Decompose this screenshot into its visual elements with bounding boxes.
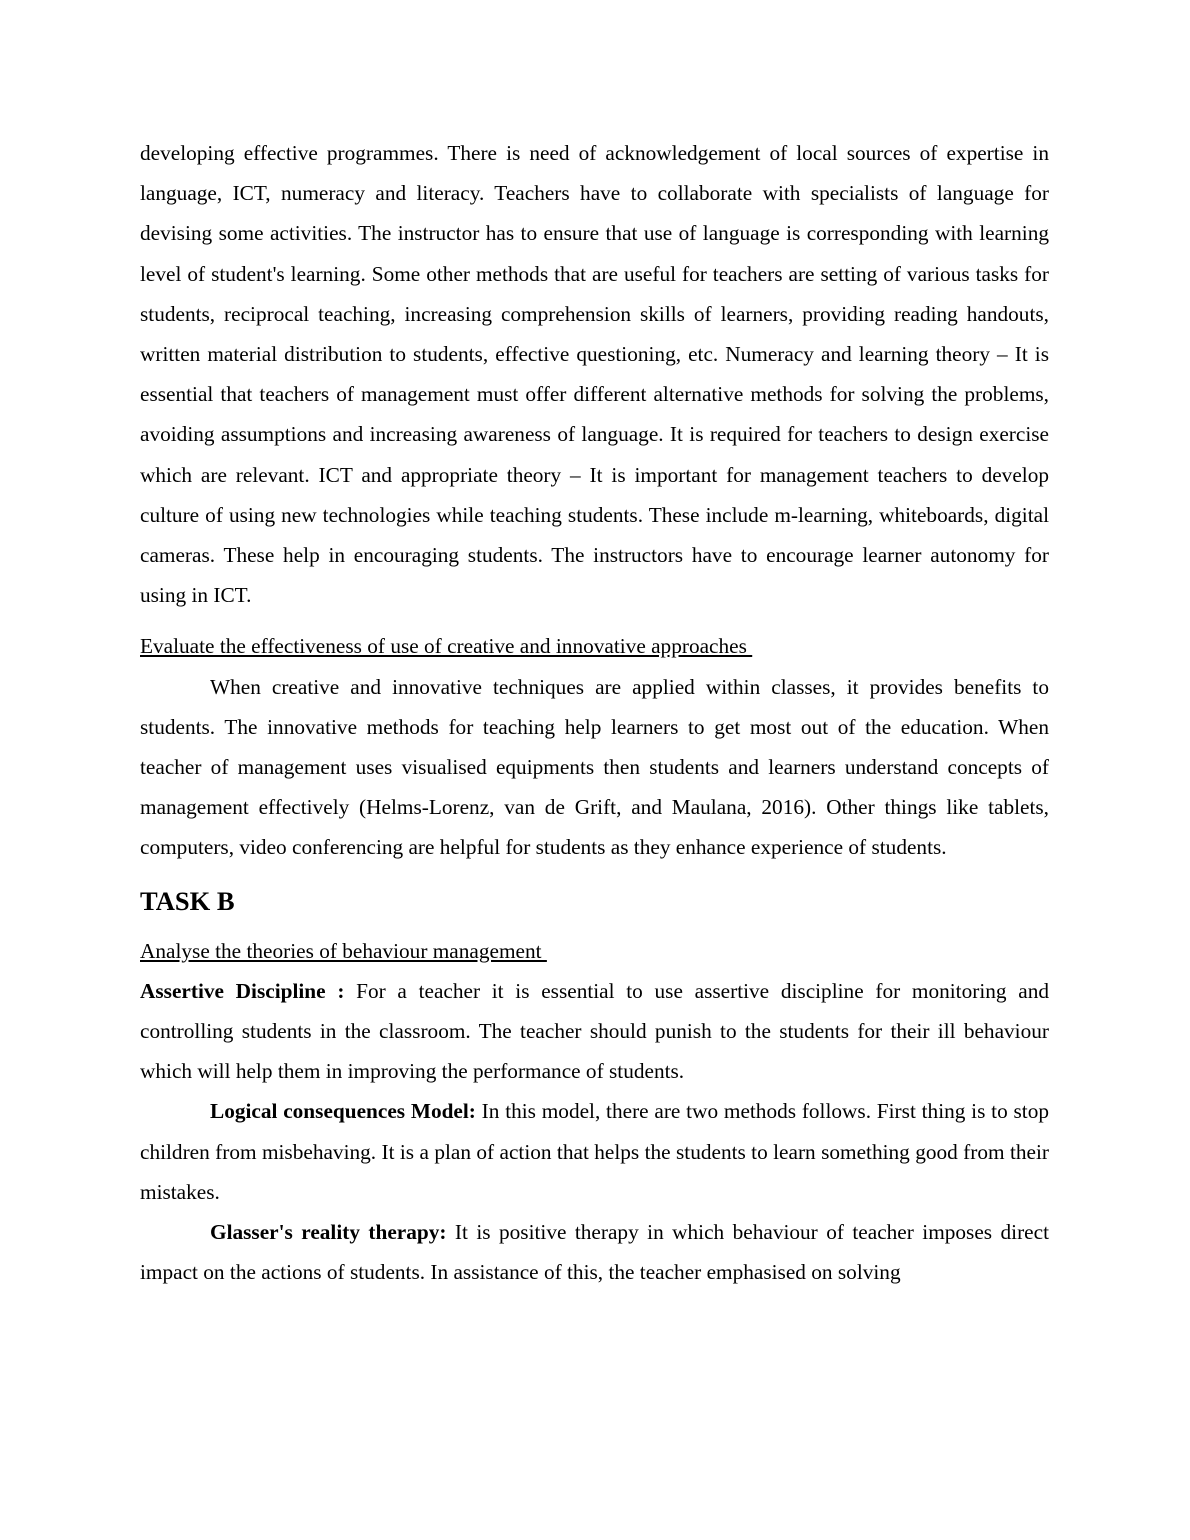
glasser-label: Glasser's reality therapy: [210, 1220, 447, 1245]
glasser-text: It is positive therapy in which behaviour of teacher imposes direct impact on the actions of students. In assistance of this, the teacher emphasised on solving [140, 1220, 1049, 1285]
logical-consequences-label: Logical consequences Model: [210, 1099, 476, 1124]
glasser-paragraph [140, 1212, 1049, 1292]
task-b-title: TASK B [140, 885, 235, 916]
evaluate-paragraph: When creative and innovative techniques are applied within classes, it provides benefits to students. The innovative methods for teaching help learners to get most out of the education. When teacher of management uses visualised equipments then students and learners understand concepts of management effectively (Helms-Lorenz, van de Grift, and Maulana, 2016). Other things like tablets, computers, video conferencing are helpful for students as they enhance experience of students. [140, 674, 1049, 860]
logical-consequences-text: In this model, there are two methods follows. First thing is to stop children from misbehaving. It is a plan of action that helps the students to learn something good from their mistakes. [140, 1099, 1049, 1204]
assertive-discipline-paragraph [140, 971, 1049, 1092]
evaluate-heading: Evaluate the effectiveness of use of creative and innovative approaches [140, 634, 753, 659]
intro-paragraph: developing effective programmes. There is need of acknowledgement of local sources of expertise in language, ICT, numeracy and literacy. Teachers have to collaborate with specialists of language for devising some activities. The instructor has to ensure that use of language is corresponding with learning level of student's learning. Some other methods that are useful for teachers are setting of various tasks for students, reciprocal teaching, increasing comprehension skills of learners, providing reading handouts, written material distribution to students, effective questioning, etc. Numeracy and learning theory – It is essential that teachers of management must offer different alternative methods for solving the problems, avoiding assumptions and increasing awareness of language. It is required for teachers to design exercise which are relevant. ICT and appropriate theory – It is important for management teachers to develop culture of using new technologies while teaching students. These include m-learning, whiteboards, digital cameras. These help in encouraging students. The instructors have to encourage learner autonomy for using in ICT. [140, 141, 1049, 608]
logical-consequences-paragraph [140, 1091, 1049, 1212]
assertive-discipline-text: For a teacher it is essential to use assertive discipline for monitoring and controlling students in the classroom. The teacher should punish to the students for their ill behaviour which will help them in improving the performance of students. [140, 978, 1049, 1084]
assertive-discipline-label: Assertive Discipline : [140, 978, 345, 1003]
document-page [140, 133, 1049, 1292]
analyse-heading: Analyse the theories of behaviour management [140, 938, 547, 963]
